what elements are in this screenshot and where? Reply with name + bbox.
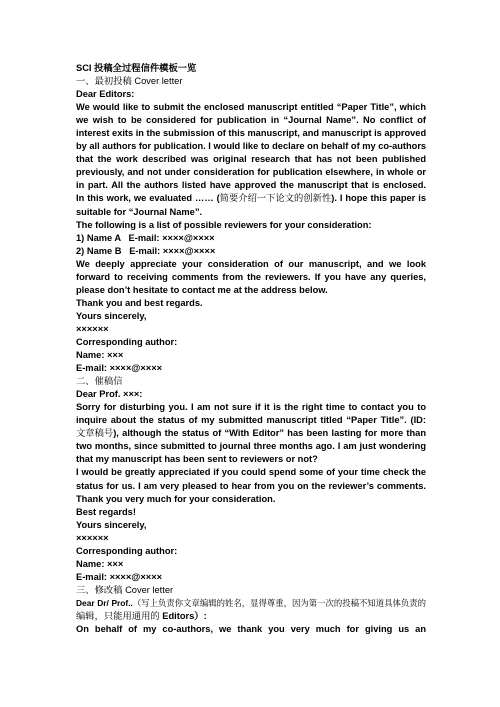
inquiry-letter-body — [76, 388, 426, 584]
body-line: 文章稿号), although the status of “With Editor” has been lasting for more than — [76, 428, 426, 439]
closing-line: We deeply appreciate your consideration of our manuscript, and we look — [76, 258, 426, 269]
corresponding-author-label: Corresponding author: — [76, 336, 178, 347]
salutation: Dear Editors: — [76, 89, 135, 100]
section-heading-initial-submission: 一、最初投稿 Cover letter — [76, 76, 183, 87]
closing-line: forward to receiving comments from the reviewers. If you have any queries, — [76, 271, 426, 282]
body-line: status for us. I am very pleased to hear from you on the reviewer’s comments. — [76, 480, 426, 491]
reviewers-intro: The following is a list of possible reviewers for your consideration: — [76, 219, 372, 230]
corresponding-author-email: E-mail: ××××@×××× — [76, 363, 163, 374]
body-line: two months, since submitted to journal three months ago. I am just wondering — [76, 441, 426, 452]
document-title: SCI 投稿全过程信件模板一览 — [76, 63, 197, 73]
author-name: ×××××× — [76, 323, 109, 334]
body-line: we wish to be considered for publication in “Journal Name”. No conflict of — [76, 115, 426, 126]
body-line: Thank you very much for your consideration. — [76, 493, 276, 504]
section-heading-revision: 三、修改稿 Cover letter — [76, 584, 174, 595]
evaluation-line: In this work, we evaluated …… (简要介绍一下论文的创新性). I hope this paper is — [76, 193, 426, 204]
body-line: that my manuscript has been sent to reviewers or not? — [76, 454, 318, 465]
reviewer-entry: 1) Name A E-mail: ××××@×××× — [76, 232, 215, 243]
body-line: interest exits in the submission of this manuscript, and manuscript is approved — [76, 128, 427, 139]
signoff: Yours sincerely, — [76, 310, 147, 321]
body-line: inquire about the status of my submitted manuscript titled “Paper Title”. (ID: — [76, 415, 426, 426]
author-name: ×××××× — [76, 532, 109, 543]
body-line: previously, and not under consideration for publication elsewhere, in whole or — [76, 167, 426, 178]
corresponding-author-name: Name: ××× — [76, 558, 124, 569]
cover-letter-body — [76, 101, 426, 375]
corresponding-author-label: Corresponding author: — [76, 545, 178, 556]
section-heading-status-inquiry: 二、催稿信 — [76, 376, 123, 387]
body-line: Sorry for disturbing you. I am not sure if it is the right time to contact you to — [76, 402, 426, 413]
corresponding-author-email: E-mail: ××××@×××× — [76, 571, 163, 582]
body-line: On behalf of my co-authors, we thank you very much for giving us an — [76, 624, 426, 635]
evaluation-line-2: suitable for “Journal Name”. — [76, 206, 203, 217]
corresponding-author-name: Name: ××× — [76, 350, 124, 361]
body-line: I would be greatly appreciated if you could spend some of your time check the — [76, 467, 427, 478]
body-line: We would like to submit the enclosed manuscript entitled “Paper Title”, which — [76, 102, 427, 113]
thanks-line: Thank you and best regards. — [76, 297, 203, 308]
closing-line: please don’t hesitate to contact me at the address below. — [76, 284, 328, 295]
reviewer-entry: 2) Name B E-mail: ××××@×××× — [76, 245, 216, 256]
body-line: that the work described was original research that has not been published — [76, 154, 427, 165]
body-line: in part. All the authors listed have approved the manuscript that is enclosed. — [76, 180, 426, 191]
salutation: Dear Dr/ Prof..（写上负责你文章编辑的姓名，显得尊重，因为第一次的投稿不知道具体负责的 — [76, 597, 426, 608]
signoff: Yours sincerely, — [76, 519, 147, 530]
body-line: by all authors for publication. I would like to declare on behalf of my co-authors — [76, 141, 427, 152]
letter-content — [76, 62, 426, 636]
best-regards: Best regards! — [76, 506, 136, 517]
salutation-continued: 编辑，只能用通用的 Editors）: — [76, 610, 207, 621]
salutation: Dear Prof. ×××: — [76, 389, 143, 400]
